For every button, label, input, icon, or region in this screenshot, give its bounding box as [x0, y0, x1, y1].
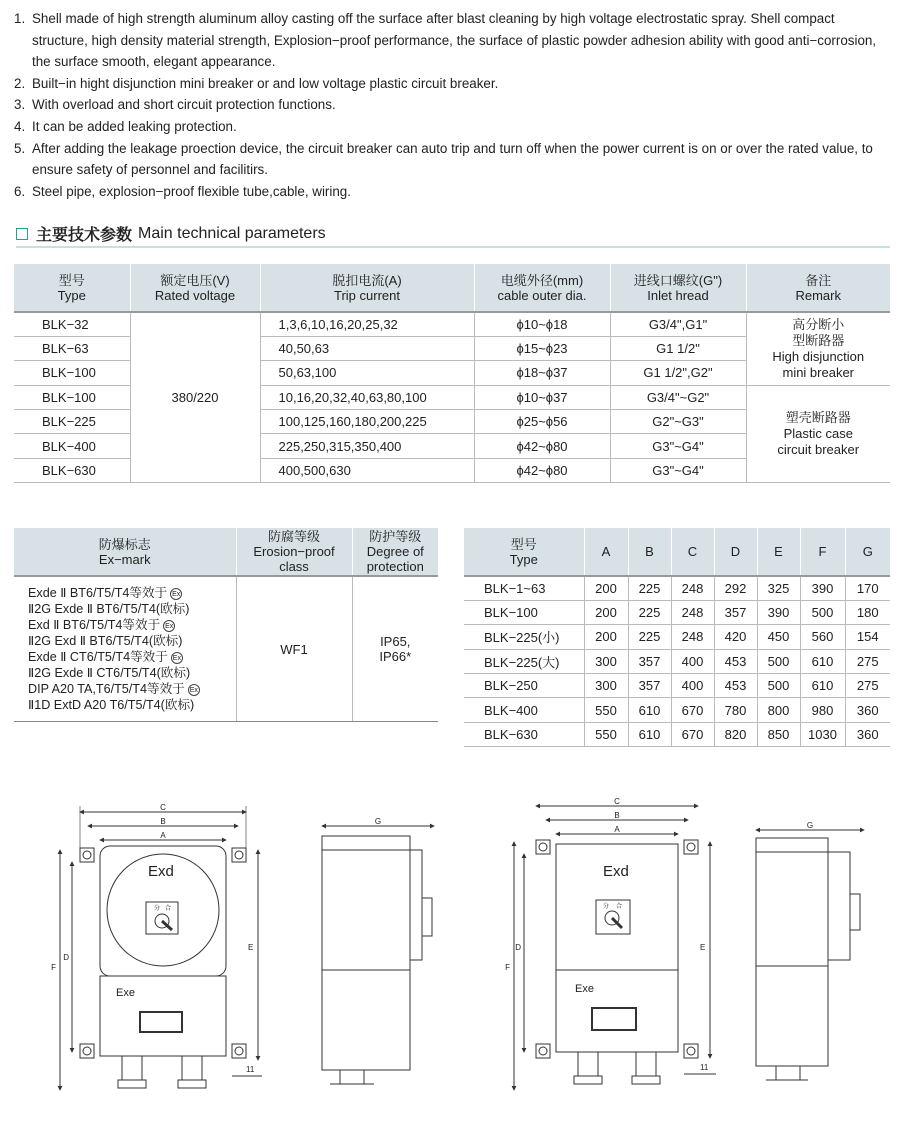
header-voltage: 额定电压(V) Rated voltage — [130, 264, 260, 312]
section-title: 主要技术参数 Main technical parameters — [16, 222, 326, 245]
dim-label-11: 11 — [700, 1063, 709, 1072]
side-view-round — [322, 826, 434, 1084]
ex-symbol-icon: Ex — [170, 588, 182, 600]
dim-label-d: D — [63, 953, 69, 962]
dimension-value: 357 — [714, 600, 757, 624]
dimension-value: 248 — [671, 600, 714, 624]
dimension-value: 560 — [800, 625, 845, 649]
dimension-value: 550 — [584, 722, 628, 746]
dimension-value: 357 — [628, 649, 671, 673]
model-cell: BLK−1~63 — [464, 576, 584, 600]
dim-label-d: D — [515, 943, 521, 952]
dim-label-a: A — [160, 831, 166, 840]
header-dim: A — [584, 528, 628, 576]
dimension-value: 550 — [584, 698, 628, 722]
front-view-round — [60, 806, 262, 1090]
dim-label-f: F — [51, 963, 56, 972]
dim-label-f: F — [505, 963, 510, 972]
table-header-row — [14, 264, 890, 312]
dim-label-11: 11 — [246, 1065, 255, 1074]
dimension-value: 225 — [628, 625, 671, 649]
erosion-cell: WF1 — [236, 576, 352, 722]
model-cell: BLK−225(小) — [464, 625, 584, 649]
feature-item: 6. Steel pipe, explosion−proof flexible tube,cable, wiring. — [14, 183, 351, 199]
model-cell: BLK−630 — [464, 722, 584, 746]
table-row: BLK−32 380/220 1,3,6,10,16,20,25,32 ϕ10~ϕ18 G3/4",G1" 高分断小 型断路器 High disjunction mini breaker — [14, 312, 890, 336]
dimension-value: 390 — [757, 600, 800, 624]
dimension-value: 800 — [757, 698, 800, 722]
header-remark: 备注 Remark — [746, 264, 890, 312]
feature-item: 4. It can be added leaking protection. — [14, 118, 237, 134]
table-row: BLK−100 50,63,100 ϕ18~ϕ37 G1 1/2",G2" — [14, 361, 890, 385]
table-header-row — [464, 528, 890, 576]
switch-on-label: 合 — [165, 906, 172, 912]
protection-cell: IP65, IP66* — [352, 576, 438, 722]
exd-label: Exd — [603, 863, 629, 880]
dim-label-c: C — [614, 797, 620, 806]
dimension-value: 670 — [671, 722, 714, 746]
dimension-value: 400 — [671, 674, 714, 698]
model-cell: BLK−225(大) — [464, 649, 584, 673]
ex-symbol-icon: Ex — [163, 620, 175, 632]
dimension-value: 500 — [757, 674, 800, 698]
dimension-value: 360 — [845, 698, 890, 722]
dimension-value: 500 — [757, 649, 800, 673]
dim-label-b: B — [614, 811, 620, 820]
front-view-square — [514, 806, 716, 1090]
dimension-value: 248 — [671, 625, 714, 649]
exd-label: Exd — [148, 863, 174, 880]
ex-symbol-icon: Ex — [188, 684, 200, 696]
exmark-table — [14, 528, 438, 722]
remark-mini-breaker: 高分断小 型断路器 High disjunction mini breaker — [746, 312, 890, 385]
dimension-value: 292 — [714, 576, 757, 600]
feature-list — [14, 8, 890, 202]
dimension-value: 420 — [714, 625, 757, 649]
header-type: 型号 Type — [14, 264, 130, 312]
dimension-value: 170 — [845, 576, 890, 600]
table-row: BLK−400 225,250,315,350,400 ϕ42~ϕ80 G3"~G4" — [14, 434, 890, 458]
dimension-value: 390 — [800, 576, 845, 600]
table-row: BLK−225 100,125,160,180,200,225 ϕ25~ϕ56 G2"~G3" — [14, 410, 890, 434]
dimension-value: 500 — [800, 600, 845, 624]
dimension-value: 200 — [584, 600, 628, 624]
dimension-value: 820 — [714, 722, 757, 746]
table-row — [464, 576, 890, 600]
header-dim: E — [757, 528, 800, 576]
table-row — [464, 722, 890, 746]
table-row — [14, 576, 438, 722]
dimension-value: 610 — [800, 649, 845, 673]
dimension-value: 154 — [845, 625, 890, 649]
table-row: BLK−63 40,50,63 ϕ15~ϕ23 G1 1/2" — [14, 336, 890, 360]
exe-label: Exe — [575, 983, 594, 995]
dimension-value: 610 — [628, 722, 671, 746]
dimension-value: 780 — [714, 698, 757, 722]
table-header-row — [14, 528, 438, 576]
dimension-value: 300 — [584, 649, 628, 673]
dimension-value: 450 — [757, 625, 800, 649]
params-table — [14, 264, 890, 483]
dimension-value: 325 — [757, 576, 800, 600]
table-row: BLK−100 10,16,20,32,40,63,80,100 ϕ10~ϕ37 G3/4"~G2" 塑壳断路器 Plastic case circuit breaker — [14, 385, 890, 409]
dimension-value: 357 — [628, 674, 671, 698]
dimension-value: 400 — [671, 649, 714, 673]
dimension-value: 610 — [800, 674, 845, 698]
table-row — [464, 649, 890, 673]
dimension-value: 453 — [714, 649, 757, 673]
switch-off-label: 分 — [154, 906, 161, 912]
dimension-value: 225 — [628, 576, 671, 600]
dim-label-b: B — [160, 817, 166, 826]
table-row — [464, 625, 890, 649]
dimension-value: 610 — [628, 698, 671, 722]
voltage-cell: 380/220 — [130, 312, 260, 483]
dimension-value: 275 — [845, 674, 890, 698]
feature-item: 1. Shell made of high strength aluminum alloy casting off the surface after blast cleaning by high voltage electrostatic spray. Shell compact structure, high density material strength, Explosion−proof performance, the surface of plastic powder adhesion ability with good anti−corrosion, the surface smooth, elegant appearance. — [14, 11, 877, 70]
header-dim: C — [671, 528, 714, 576]
feature-item: 2. Built−in hight disjunction mini breaker or and low voltage plastic circuit breaker. — [14, 75, 499, 91]
dim-label-e: E — [248, 943, 254, 952]
dimension-value: 180 — [845, 600, 890, 624]
dimension-drawings — [0, 790, 900, 1125]
header-trip: 脱扣电流(A) Trip current — [260, 264, 474, 312]
dimension-value: 300 — [584, 674, 628, 698]
dimension-value: 850 — [757, 722, 800, 746]
ex-symbol-icon: Ex — [171, 652, 183, 664]
dimension-value: 360 — [845, 722, 890, 746]
header-dim: D — [714, 528, 757, 576]
dim-label-g: G — [806, 821, 814, 830]
model-cell: BLK−250 — [464, 674, 584, 698]
header-protection: 防护等级 Degree of protection — [352, 528, 438, 576]
table-row — [464, 698, 890, 722]
model-cell: BLK−400 — [464, 698, 584, 722]
model-cell: BLK−100 — [464, 600, 584, 624]
header-type: 型号 Type — [464, 528, 584, 576]
dimension-value: 980 — [800, 698, 845, 722]
header-inlet: 进线口螺纹(G") Inlet hread — [610, 264, 746, 312]
table-row — [464, 600, 890, 624]
table-row — [464, 674, 890, 698]
header-cable: 电缆外径(mm) cable outer dia. — [474, 264, 610, 312]
header-dim: B — [628, 528, 671, 576]
checkbox-square-icon — [16, 228, 28, 240]
header-dim: F — [800, 528, 845, 576]
dimension-value: 1030 — [800, 722, 845, 746]
dim-label-a: A — [614, 825, 620, 834]
exmark-cell: Exde Ⅱ BT6/T5/T4等效于 Ex Ⅱ2G Exde Ⅱ BT6/T5/T4(欧标) Exd Ⅱ BT6/T5/T4等效于 Ex Ⅱ2G Exd Ⅱ BT6/T5/T4(欧标) Exde Ⅱ CT6/T5/T4等效于 Ex Ⅱ2G Exde Ⅱ CT6/T5/T4(欧标) DIP A20 TA,T6/T5/T4等效于 Ex Ⅱ1D ExtD A20 T6/T5/T4(欧标) — [14, 576, 236, 722]
side-view-square — [756, 830, 864, 1080]
header-dim: G — [845, 528, 890, 576]
header-erosion: 防腐等级 Erosion−proof class — [236, 528, 352, 576]
header-exmark: 防爆标志 Ex−mark — [14, 528, 236, 576]
dimension-value: 225 — [628, 600, 671, 624]
dimension-value: 248 — [671, 576, 714, 600]
table-row: BLK−630 400,500,630 ϕ42~ϕ80 G3"~G4" — [14, 458, 890, 482]
dimension-value: 275 — [845, 649, 890, 673]
feature-item: 5. After adding the leakage proection device, the circuit breaker can auto trip and turn off when the power current is on or over the rated value, to ensure safety of personnel and facilitirs. — [14, 140, 873, 178]
dim-label-g: G — [374, 817, 382, 826]
dimensions-table — [464, 528, 890, 747]
dimension-value: 200 — [584, 576, 628, 600]
exe-label: Exe — [116, 987, 135, 999]
dimension-value: 453 — [714, 674, 757, 698]
dim-label-e: E — [700, 943, 706, 952]
remark-plastic-case: 塑壳断路器 Plastic case circuit breaker — [746, 385, 890, 483]
dim-label-c: C — [160, 803, 166, 812]
section-divider — [16, 246, 890, 248]
switch-on-label: 合 — [616, 904, 623, 910]
switch-off-label: 分 — [603, 904, 610, 910]
dimension-value: 670 — [671, 698, 714, 722]
dimension-value: 200 — [584, 625, 628, 649]
feature-item: 3. With overload and short circuit protection functions. — [14, 97, 336, 113]
